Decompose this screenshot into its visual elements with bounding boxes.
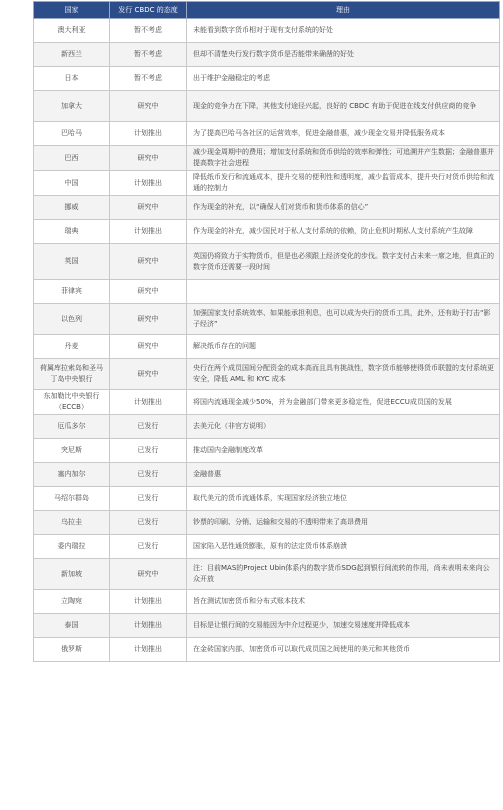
- status-cell: 已发行: [110, 463, 187, 487]
- status-cell: 研究中: [110, 146, 187, 171]
- reason-cell: 作为现金的补充，以“确保人们对货币和货币体系的信心”: [187, 196, 500, 220]
- reason-cell: 目标是让银行间的交易能因为中介过程更少，加速交易速度并降低成本: [187, 614, 500, 638]
- status-cell: 研究中: [110, 280, 187, 304]
- cbdc-attitude-table: [33, 1, 500, 662]
- table-body: [34, 19, 500, 662]
- status-cell: 已发行: [110, 511, 187, 535]
- table-row: [34, 146, 500, 171]
- country-cell: 新加坡: [34, 559, 110, 590]
- reason-cell: 未能看到数字货币相对于现有支付系统的好处: [187, 19, 500, 43]
- reason-cell: 现金的竞争力在下降，其他支付途径兴起，良好的 CBDC 有助于促进在线支付供应商的竞争: [187, 91, 500, 122]
- reason-cell: 国家陷入恶性通货膨胀，原有的法定货币体系崩溃: [187, 535, 500, 559]
- table-row: [34, 196, 500, 220]
- country-cell: 马绍尔群岛: [34, 487, 110, 511]
- status-cell: 研究中: [110, 196, 187, 220]
- reason-cell: 英国仍将致力于实物货币，但是也必须跟上经济变化的步伐。数字支付占未来一席之地，但真正的数字货币还需要一段时间: [187, 244, 500, 280]
- status-cell: 计划推出: [110, 590, 187, 614]
- reason-cell: 将国内流通现金减少50%，并为金融部门带来更多稳定性，促进ECCU成员国的发展: [187, 390, 500, 415]
- table-row: [34, 415, 500, 439]
- reason-cell: 减少现金周期中的费用；增加支付系统和货币供给的效率和弹性；可追溯并产生数据；金融普惠并提高数字社会进程: [187, 146, 500, 171]
- country-cell: 加拿大: [34, 91, 110, 122]
- table-row: [34, 638, 500, 662]
- country-cell: 委内瑞拉: [34, 535, 110, 559]
- status-cell: 计划推出: [110, 614, 187, 638]
- country-cell: 英国: [34, 244, 110, 280]
- reason-cell: 注：目前MAS的Project Ubin体系内的数字货币SDG起到银行间流转的作用，尚未表明未来向公众开放: [187, 559, 500, 590]
- status-cell: 计划推出: [110, 122, 187, 146]
- status-cell: 已发行: [110, 415, 187, 439]
- table-row: [34, 91, 500, 122]
- status-cell: 计划推出: [110, 638, 187, 662]
- table-row: [34, 439, 500, 463]
- status-cell: 计划推出: [110, 171, 187, 196]
- status-cell: 已发行: [110, 535, 187, 559]
- status-cell: 研究中: [110, 559, 187, 590]
- reason-cell: 解决纸币存在的问题: [187, 335, 500, 359]
- table-row: [34, 335, 500, 359]
- status-cell: 研究中: [110, 91, 187, 122]
- country-cell: 以色列: [34, 304, 110, 335]
- country-cell: 菲律宾: [34, 280, 110, 304]
- country-cell: 东加勒比中央银行（ECCB）: [34, 390, 110, 415]
- table-row: [34, 304, 500, 335]
- reason-cell: 在金砖国家内部，加密货币可以取代成员国之间使用的美元和其他货币: [187, 638, 500, 662]
- reason-cell: 推动国内金融制度改革: [187, 439, 500, 463]
- status-cell: 已发行: [110, 439, 187, 463]
- reason-cell: 作为现金的补充，减少国民对于私人支付系统的依赖，防止危机时期私人支付系统产生故障: [187, 220, 500, 244]
- status-cell: 研究中: [110, 304, 187, 335]
- table-header-row: [34, 2, 500, 19]
- country-cell: 俄罗斯: [34, 638, 110, 662]
- table-row: [34, 244, 500, 280]
- table-row: [34, 487, 500, 511]
- status-cell: 暂不考虑: [110, 19, 187, 43]
- header-status: 发行 CBDC 的态度: [110, 2, 187, 19]
- country-cell: 突尼斯: [34, 439, 110, 463]
- reason-cell: 出于维护金融稳定的考虑: [187, 67, 500, 91]
- country-cell: 瑞典: [34, 220, 110, 244]
- table-row: [34, 220, 500, 244]
- table-row: [34, 359, 500, 390]
- status-cell: 计划推出: [110, 390, 187, 415]
- status-cell: 已发行: [110, 487, 187, 511]
- header-country: 国家: [34, 2, 110, 19]
- table-row: [34, 171, 500, 196]
- country-cell: 乌拉圭: [34, 511, 110, 535]
- table-row: [34, 390, 500, 415]
- status-cell: 暂不考虑: [110, 67, 187, 91]
- status-cell: 暂不考虑: [110, 43, 187, 67]
- country-cell: 巴西: [34, 146, 110, 171]
- reason-cell: 钞票的印刷、分销、运输和交易的不透明带来了高昂费用: [187, 511, 500, 535]
- table-row: [34, 535, 500, 559]
- status-cell: 研究中: [110, 359, 187, 390]
- country-cell: 厄瓜多尔: [34, 415, 110, 439]
- reason-cell: 去美元化（非官方说明）: [187, 415, 500, 439]
- table-row: [34, 280, 500, 304]
- status-cell: 研究中: [110, 244, 187, 280]
- reason-cell: 取代美元的货币流通体系，实现国家经济独立地位: [187, 487, 500, 511]
- country-cell: 丹麦: [34, 335, 110, 359]
- reason-cell: [187, 280, 500, 304]
- country-cell: 塞内加尔: [34, 463, 110, 487]
- reason-cell: 降低纸币发行和流通成本，提升交易的便利性和透明度，减少监管成本，提升央行对货币供给和流通的控制力: [187, 171, 500, 196]
- reason-cell: 但却不清楚央行发行数字货币是否能带来确凿的好处: [187, 43, 500, 67]
- reason-cell: 为了提高巴哈马各社区的运营效率，促进金融普惠，减少现金交易并降低服务成本: [187, 122, 500, 146]
- country-cell: 澳大利亚: [34, 19, 110, 43]
- country-cell: 中国: [34, 171, 110, 196]
- status-cell: 研究中: [110, 335, 187, 359]
- table-row: [34, 463, 500, 487]
- table-row: [34, 511, 500, 535]
- table-row: [34, 590, 500, 614]
- table-row: [34, 67, 500, 91]
- country-cell: 日本: [34, 67, 110, 91]
- header-reason: 理由: [187, 2, 500, 19]
- reason-cell: 金融普惠: [187, 463, 500, 487]
- table-row: [34, 19, 500, 43]
- reason-cell: 旨在测试加密货币和分布式账本技术: [187, 590, 500, 614]
- country-cell: 泰国: [34, 614, 110, 638]
- country-cell: 荷属库拉索岛和圣马丁岛中央银行: [34, 359, 110, 390]
- cbdc-table-container: [33, 1, 499, 662]
- country-cell: 新西兰: [34, 43, 110, 67]
- country-cell: 挪威: [34, 196, 110, 220]
- status-cell: 计划推出: [110, 220, 187, 244]
- reason-cell: 加强国家支付系统效率、如果能承担利息，也可以成为央行的货币工具，此外，还有助于打击“影子经济”: [187, 304, 500, 335]
- table-row: [34, 559, 500, 590]
- table-row: [34, 122, 500, 146]
- table-row: [34, 43, 500, 67]
- reason-cell: 央行在两个成员国间分配资金的成本高而且具有挑战性，数字货币能够使得货币联盟的支付系统更安全，降低 AML 和 KYC 成本: [187, 359, 500, 390]
- country-cell: 立陶宛: [34, 590, 110, 614]
- country-cell: 巴哈马: [34, 122, 110, 146]
- table-row: [34, 614, 500, 638]
